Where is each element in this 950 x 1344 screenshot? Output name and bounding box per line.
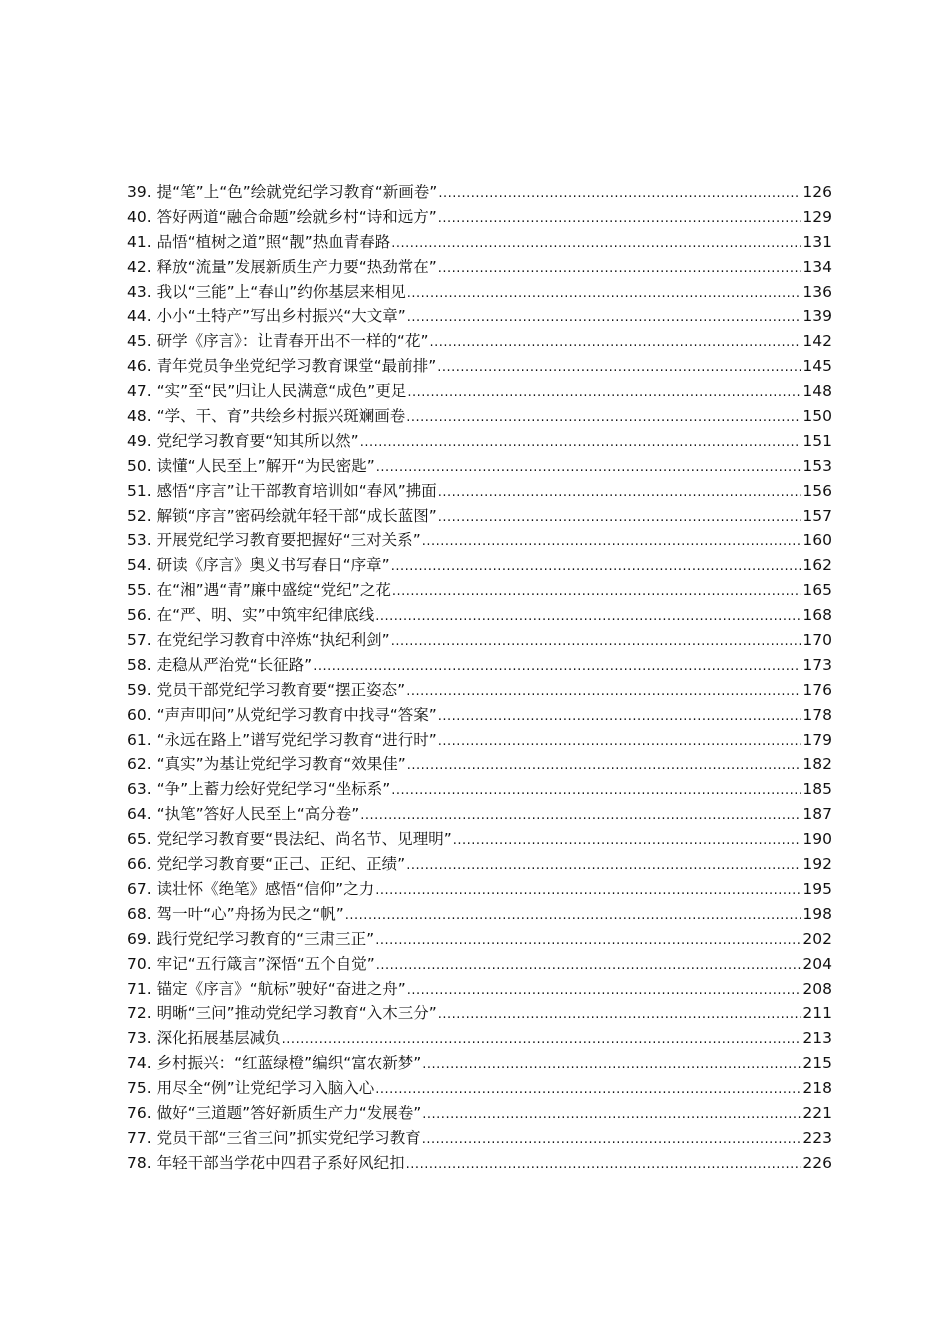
toc-entry-title: 走稳从严治党“长征路” xyxy=(156,655,313,674)
toc-entry xyxy=(127,255,832,280)
toc-dot-leader xyxy=(407,979,802,1002)
toc-entry-title: 党纪学习教育要“知其所以然” xyxy=(156,431,359,450)
toc-entry xyxy=(127,678,832,703)
toc-entry-title: 党纪学习教育要“正己、正纪、正绩” xyxy=(156,855,406,874)
toc-entry-number: 43. xyxy=(127,282,152,301)
toc-entry-number: 76. xyxy=(127,1103,152,1122)
toc-entry-page-number: 213 xyxy=(802,1029,832,1048)
toc-entry xyxy=(127,280,832,305)
toc-entry xyxy=(127,180,832,205)
toc-entry-title: “争”上蓄力绘好党纪学习“坐标系” xyxy=(156,780,391,799)
toc-dot-leader xyxy=(438,730,802,753)
toc-dot-leader xyxy=(422,1103,801,1126)
toc-entry-title: 解锁“序言”密码绘就年轻干部“成长蓝图” xyxy=(156,506,437,525)
toc-entry-number: 60. xyxy=(127,705,152,724)
toc-dot-leader xyxy=(422,1053,801,1076)
toc-entry xyxy=(127,603,832,628)
toc-entry xyxy=(127,877,832,902)
toc-entry-page-number: 198 xyxy=(802,904,832,923)
toc-entry-page-number: 160 xyxy=(802,531,832,550)
toc-entry xyxy=(127,1101,832,1126)
toc-entry-title: 开展党纪学习教育要把握好“三对关系” xyxy=(156,531,421,550)
toc-entry xyxy=(127,777,832,802)
toc-entry xyxy=(127,728,832,753)
toc-entry-title: “学、干、育”共绘乡村振兴斑斓画卷 xyxy=(156,407,406,426)
toc-entry-title: 我以“三能”上“春山”约你基层来相见 xyxy=(156,282,406,301)
toc-entry-number: 51. xyxy=(127,481,152,500)
toc-entry-number: 40. xyxy=(127,207,152,226)
toc-entry-number: 64. xyxy=(127,805,152,824)
toc-entry-title: 党员干部“三省三问”抓实党纪学习教育 xyxy=(156,1128,421,1147)
toc-dot-leader xyxy=(437,356,801,379)
toc-entry-number: 39. xyxy=(127,183,152,201)
toc-entry xyxy=(127,977,832,1002)
toc-entry xyxy=(127,354,832,379)
toc-entry-page-number: 151 xyxy=(802,431,832,450)
toc-entry-page-number: 190 xyxy=(802,830,832,849)
toc-entry xyxy=(127,429,832,454)
toc-entry xyxy=(127,1151,832,1176)
toc-entry-number: 46. xyxy=(127,357,152,376)
toc-entry xyxy=(127,703,832,728)
toc-entry-page-number: 226 xyxy=(802,1153,832,1172)
toc-entry-page-number: 178 xyxy=(802,705,832,724)
toc-entry-page-number: 170 xyxy=(802,631,832,650)
toc-entry-number: 54. xyxy=(127,556,152,575)
toc-entry xyxy=(127,230,832,255)
toc-entry-number: 44. xyxy=(127,307,152,326)
toc-entry-title: 明晰“三问”推动党纪学习教育“入木三分” xyxy=(156,1004,437,1023)
toc-entry xyxy=(127,379,832,404)
toc-entry-number: 53. xyxy=(127,531,152,550)
toc-entry-number: 73. xyxy=(127,1029,152,1048)
toc-entry-number: 77. xyxy=(127,1128,152,1147)
toc-entry-title: “永远在路上”谱写党纪学习教育“进行时” xyxy=(156,730,437,749)
toc-dot-leader xyxy=(360,431,802,454)
toc-entry-page-number: 136 xyxy=(802,282,832,301)
toc-dot-leader xyxy=(438,207,802,230)
toc-entry-title: “执笔”答好人民至上“高分卷” xyxy=(156,805,360,824)
toc-entry-title: 研读《序言》奥义书写春日“序章” xyxy=(156,556,390,575)
toc-entry-page-number: 204 xyxy=(802,954,832,973)
toc-dot-leader xyxy=(406,854,801,877)
toc-entry-page-number: 156 xyxy=(802,481,832,500)
toc-entry-number: 66. xyxy=(127,855,152,874)
toc-entry xyxy=(127,902,832,927)
toc-dot-leader xyxy=(360,804,801,827)
toc-dot-leader xyxy=(345,904,802,927)
toc-entry-page-number: 195 xyxy=(802,879,832,898)
toc-entry xyxy=(127,852,832,877)
toc-dot-leader xyxy=(391,630,802,653)
toc-dot-leader xyxy=(438,182,801,205)
toc-entry-number: 63. xyxy=(127,780,152,799)
toc-entry xyxy=(127,752,832,777)
toc-entry-number: 70. xyxy=(127,954,152,973)
toc-entry xyxy=(127,205,832,230)
toc-entry-number: 71. xyxy=(127,979,152,998)
toc-entry xyxy=(127,528,832,553)
toc-entry xyxy=(127,454,832,479)
toc-dot-leader xyxy=(375,929,801,952)
toc-entry-title: 锚定《序言》“航标”驶好“奋进之舟” xyxy=(156,979,406,998)
toc-entry-title: 释放“流量”发展新质生产力要“热劲常在” xyxy=(156,257,437,276)
toc-dot-leader xyxy=(375,1078,801,1101)
toc-entry-title: 答好两道“融合命题”绘就乡村“诗和远方” xyxy=(156,207,437,226)
toc-entry xyxy=(127,329,832,354)
toc-entry-title: 小小“土特产”写出乡村振兴“大文章” xyxy=(156,307,406,326)
toc-entry-page-number: 148 xyxy=(802,382,832,401)
toc-entry-page-number: 211 xyxy=(802,1004,832,1023)
toc-dot-leader xyxy=(406,406,801,429)
toc-entry-title: 党纪学习教育要“畏法纪、尚名节、见理明” xyxy=(156,830,452,849)
toc-entry xyxy=(127,479,832,504)
toc-dot-leader xyxy=(391,779,801,802)
toc-entry-title: 读懂“人民至上”解开“为民密匙” xyxy=(156,456,375,475)
toc-entry-page-number: 208 xyxy=(802,979,832,998)
toc-entry-page-number: 139 xyxy=(802,307,832,326)
toc-entry-number: 49. xyxy=(127,431,152,450)
toc-dot-leader xyxy=(438,506,802,529)
toc-dot-leader xyxy=(375,879,801,902)
toc-dot-leader xyxy=(376,954,802,977)
toc-entry-page-number: 150 xyxy=(802,407,832,426)
toc-entry-page-number: 145 xyxy=(802,357,832,376)
toc-dot-leader xyxy=(313,655,801,678)
toc-entry-title: 党员干部党纪学习教育要“摆正姿态” xyxy=(156,680,406,699)
toc-entry xyxy=(127,802,832,827)
toc-entry-page-number: 176 xyxy=(802,680,832,699)
toc-entry-page-number: 129 xyxy=(802,207,832,226)
toc-entry-page-number: 221 xyxy=(802,1103,832,1122)
table-of-contents xyxy=(127,180,832,1176)
toc-entry-number: 41. xyxy=(127,232,152,251)
toc-entry-title: 驾一叶“心”舟扬为民之“帆” xyxy=(156,904,344,923)
toc-entry-title: 年轻干部当学花中四君子系好风纪扣 xyxy=(156,1153,405,1172)
toc-entry-title: 研学《序言》：让青春开出不一样的“花” xyxy=(156,332,429,351)
toc-entry-number: 56. xyxy=(127,606,152,625)
toc-dot-leader xyxy=(391,555,802,578)
toc-entry-number: 74. xyxy=(127,1054,152,1073)
toc-dot-leader xyxy=(422,530,802,553)
toc-dot-leader xyxy=(375,605,801,628)
toc-entry-title: 乡村振兴：“红蓝绿橙”编织“富农新梦” xyxy=(156,1054,422,1073)
toc-entry-page-number: 142 xyxy=(802,332,832,351)
toc-entry-page-number: 157 xyxy=(802,506,832,525)
toc-entry-page-number: 126 xyxy=(802,183,832,201)
toc-dot-leader xyxy=(453,829,802,852)
toc-entry-page-number: 202 xyxy=(802,929,832,948)
toc-entry xyxy=(127,553,832,578)
toc-entry-page-number: 187 xyxy=(802,805,832,824)
toc-entry xyxy=(127,653,832,678)
toc-entry-number: 78. xyxy=(127,1153,152,1172)
toc-dot-leader xyxy=(282,1028,802,1051)
toc-dot-leader xyxy=(422,1128,802,1151)
toc-entry-number: 50. xyxy=(127,456,152,475)
toc-entry-number: 59. xyxy=(127,680,152,699)
toc-dot-leader xyxy=(438,481,802,504)
toc-entry-page-number: 134 xyxy=(802,257,832,276)
toc-entry-title: “实”至“民”归让人民满意“成色”更足 xyxy=(156,382,407,401)
toc-entry xyxy=(127,1126,832,1151)
toc-entry-page-number: 162 xyxy=(802,556,832,575)
toc-entry-page-number: 218 xyxy=(802,1079,832,1098)
toc-entry-title: 牢记“五行箴言”深悟“五个自觉” xyxy=(156,954,375,973)
toc-entry-number: 58. xyxy=(127,655,152,674)
toc-entry-number: 62. xyxy=(127,755,152,774)
toc-entry-title: “真实”为基让党纪学习教育“效果佳” xyxy=(156,755,406,774)
toc-entry-number: 42. xyxy=(127,257,152,276)
toc-entry-number: 67. xyxy=(127,879,152,898)
toc-entry xyxy=(127,504,832,529)
toc-entry-number: 48. xyxy=(127,407,152,426)
toc-entry-number: 52. xyxy=(127,506,152,525)
toc-dot-leader xyxy=(376,456,802,479)
toc-entry-number: 72. xyxy=(127,1004,152,1023)
toc-entry-page-number: 223 xyxy=(802,1128,832,1147)
toc-entry xyxy=(127,927,832,952)
toc-dot-leader xyxy=(438,257,802,280)
toc-entry xyxy=(127,404,832,429)
toc-dot-leader xyxy=(407,306,802,329)
toc-entry-title: 深化拓展基层减负 xyxy=(156,1029,281,1048)
toc-dot-leader xyxy=(438,1003,802,1026)
toc-entry xyxy=(127,578,832,603)
toc-entry-page-number: 185 xyxy=(802,780,832,799)
toc-entry xyxy=(127,1051,832,1076)
toc-entry-title: 提“笔”上“色”绘就党纪学习教育“新画卷” xyxy=(156,183,438,201)
toc-entry xyxy=(127,827,832,852)
toc-dot-leader xyxy=(407,381,801,404)
toc-dot-leader xyxy=(407,754,802,777)
toc-entry-page-number: 173 xyxy=(802,655,832,674)
toc-entry-page-number: 165 xyxy=(802,581,832,600)
toc-entry-page-number: 168 xyxy=(802,606,832,625)
toc-entry-title: 用尽全“例”让党纪学习入脑入心 xyxy=(156,1079,375,1098)
toc-entry-title: 在“湘”遇“青”廉中盛绽“党纪”之花 xyxy=(156,581,391,600)
toc-entry xyxy=(127,1026,832,1051)
toc-entry-page-number: 153 xyxy=(802,456,832,475)
toc-entry xyxy=(127,952,832,977)
toc-entry xyxy=(127,304,832,329)
toc-entry-number: 61. xyxy=(127,730,152,749)
toc-dot-leader xyxy=(407,282,802,305)
toc-entry-title: “声声叩问”从党纪学习教育中找寻“答案” xyxy=(156,705,437,724)
toc-entry xyxy=(127,1076,832,1101)
toc-entry-number: 75. xyxy=(127,1079,152,1098)
toc-entry xyxy=(127,1001,832,1026)
toc-entry-page-number: 182 xyxy=(802,755,832,774)
toc-entry-title: 在“严、明、实”中筑牢纪律底线 xyxy=(156,606,375,625)
toc-entry-title: 青年党员争坐党纪学习教育课堂“最前排” xyxy=(156,357,437,376)
toc-entry-number: 57. xyxy=(127,631,152,650)
toc-entry-title: 读壮怀《绝笔》感悟“信仰”之力 xyxy=(156,879,375,898)
toc-dot-leader xyxy=(406,1153,802,1176)
toc-dot-leader xyxy=(391,232,801,255)
toc-dot-leader xyxy=(438,705,802,728)
toc-entry xyxy=(127,628,832,653)
toc-entry-page-number: 192 xyxy=(802,855,832,874)
toc-entry-number: 65. xyxy=(127,830,152,849)
toc-dot-leader xyxy=(429,331,801,354)
toc-entry-number: 68. xyxy=(127,904,152,923)
toc-entry-title: 品悟“植树之道”照“靓”热血青春路 xyxy=(156,232,391,251)
toc-entry-number: 45. xyxy=(127,332,152,351)
toc-entry-title: 在党纪学习教育中淬炼“执纪利剑” xyxy=(156,631,390,650)
toc-dot-leader xyxy=(406,680,801,703)
toc-entry-page-number: 131 xyxy=(802,232,832,251)
toc-entry-title: 做好“三道题”答好新质生产力“发展卷” xyxy=(156,1103,422,1122)
toc-entry-title: 感悟“序言”让干部教育培训如“春风”拂面 xyxy=(156,481,437,500)
toc-entry-number: 69. xyxy=(127,929,152,948)
toc-entry-number: 47. xyxy=(127,382,152,401)
toc-entry-page-number: 215 xyxy=(802,1054,832,1073)
toc-entry-title: 践行党纪学习教育的“三肃三正” xyxy=(156,929,375,948)
toc-entry-page-number: 179 xyxy=(802,730,832,749)
toc-dot-leader xyxy=(392,580,802,603)
toc-entry-number: 55. xyxy=(127,581,152,600)
